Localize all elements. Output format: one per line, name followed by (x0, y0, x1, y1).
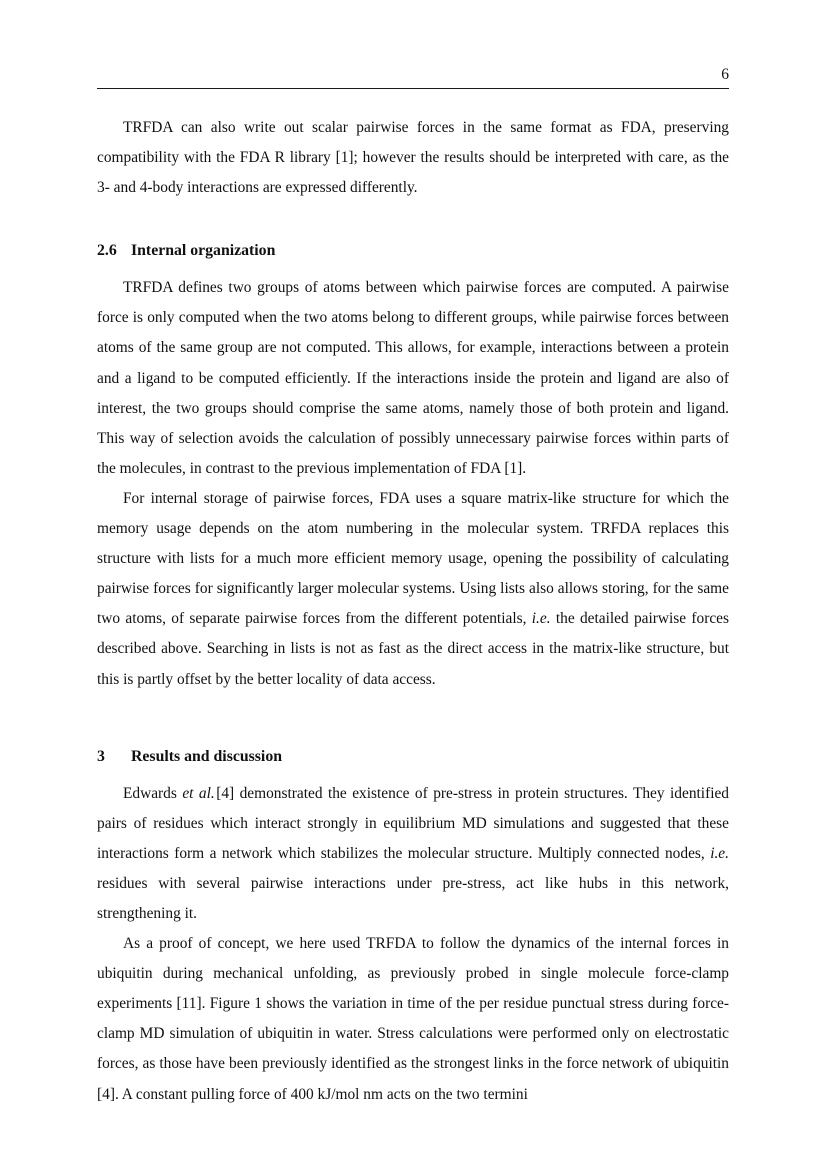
section-title: Internal organization (131, 242, 276, 260)
section-title: Results and discussion (131, 747, 283, 765)
header-rule (97, 88, 729, 89)
paragraph-text-part: [4] demonstrated the existence of pre-stress in protein structures. They identified pairs of residues which interact strongly in equilibrium MD simulations and suggested that these interactions form a network which stabilizes the molecular structure. Multiply connected nodes, (97, 784, 730, 862)
paragraph-text-part: residues with several pairwise interactions under pre-stress, act like hubs in this network, strengthening it. (97, 874, 729, 922)
paragraph-text-part: For internal storage of pairwise forces, FDA uses a square matrix-like structure for which the memory usage depends on the atom numbering in the molecular system. TRFDA replaces this structure with lists for a much more efficient memory usage, opening the possibility of calculating pairwise forces for significantly larger molecular systems. Using lists also allows storing, for the same two atoms, of separate pairwise forces from the different potentials, (97, 489, 729, 628)
running-header (97, 66, 729, 89)
paragraph-text-part: the detailed pairwise forces described above. Searching in lists is not as fast as the direct access in the matrix-like structure, but this is partly offset by the better locality of data access. (97, 610, 729, 688)
paragraph-internal-storage (97, 484, 729, 695)
spacer (97, 266, 729, 273)
spacer (97, 772, 729, 779)
italic-ie: i.e. (710, 844, 729, 862)
paragraph-text-part: Edwards (123, 784, 183, 802)
paragraph-groups-of-atoms: TRFDA defines two groups of atoms between which pairwise forces are computed. A pairwise force is only computed when the two atoms belong to different groups, while pairwise forces between atoms of the same group are not computed. This allows, for example, interactions between a protein and a ligand to be computed efficiently. If the interactions inside the protein and ligand are also of interest, the two groups should comprise the same atoms, namely those of both protein and ligand. This way of selection avoids the calculation of possibly unnecessary pairwise forces within parts of the molecules, in contrast to the previous implementation of FDA [1]. (97, 279, 729, 477)
spacer (97, 203, 729, 236)
paragraph-proof-of-concept: As a proof of concept, we here used TRFDA to follow the dynamics of the internal forces in ubiquitin during mechanical unfolding, as previously probed in single molecule force-clamp experiments [11]. Figure 1 shows the variation in time of the per residue punctual stress during force-clamp MD simulation of ubiquitin in water. Stress calculations were performed only on electrostatic forces, as those have been previously identified as the strongest links in the force network of ubiquitin [4]. A constant pulling force of 400 kJ/mol nm acts on the two termini (97, 935, 729, 1103)
section-heading-2-6 (97, 236, 729, 266)
section-number: 2.6 (97, 242, 117, 260)
paragraph-edwards-prestress (97, 779, 729, 929)
spacer (97, 695, 729, 742)
section-number: 3 (97, 747, 105, 765)
paragraph-trfda-scalar-forces: TRFDA can also write out scalar pairwise forces in the same format as FDA, preserving compatibility with the FDA R library [1]; however the results should be interpreted with care, as the 3- and 4-body interactions are expressed differently. (97, 119, 729, 197)
italic-ie: i.e. (531, 610, 551, 628)
page-number: 6 (721, 66, 729, 83)
section-heading-3 (97, 742, 729, 772)
page-body (97, 113, 729, 1110)
italic-et-al: et al. (182, 784, 215, 802)
